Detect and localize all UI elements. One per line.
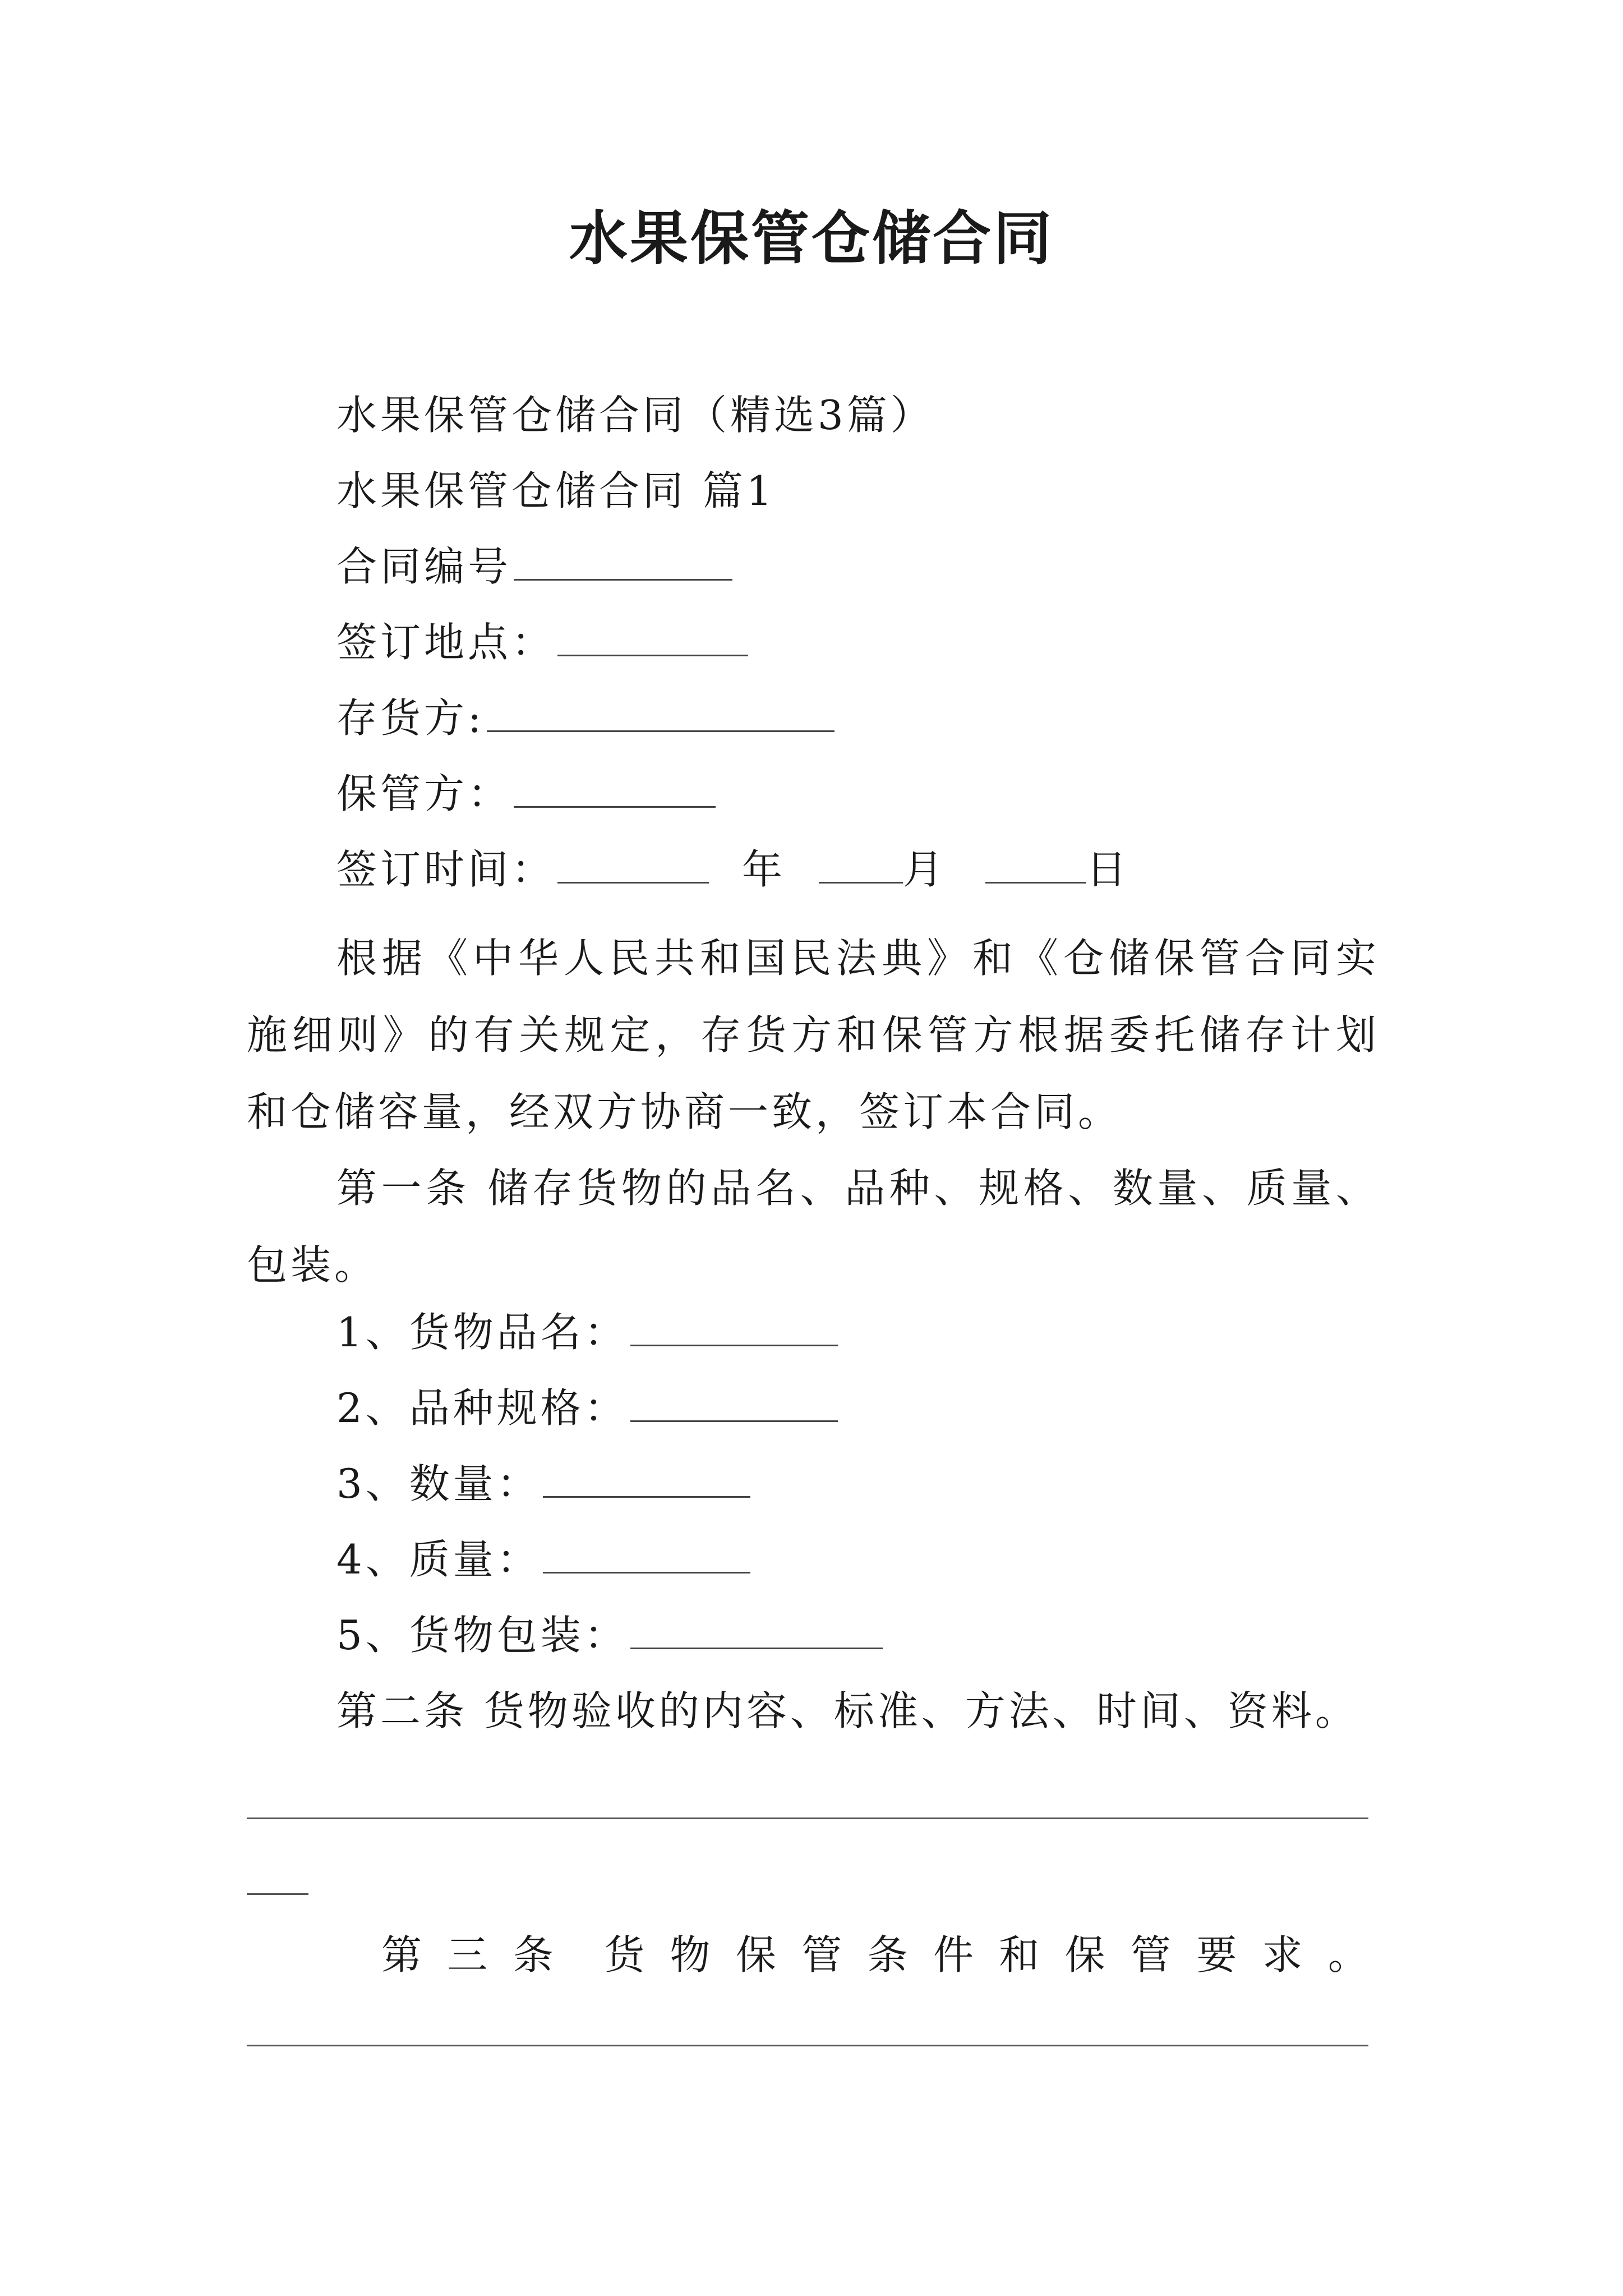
article-three-char: 要 xyxy=(1196,1931,1237,1978)
sign-time-label: 签订时间： xyxy=(336,846,556,893)
item-four-row xyxy=(336,1531,750,1588)
article-three-char: 保 xyxy=(735,1931,776,1978)
section-heading: 水果保管仓储合同 篇1 xyxy=(336,467,776,514)
sign-place-blank[interactable] xyxy=(557,620,748,656)
article-three-char: 和 xyxy=(999,1931,1040,1978)
year-blank[interactable] xyxy=(557,847,709,884)
article-three-rule xyxy=(247,2045,1368,2046)
contract-number-blank[interactable] xyxy=(514,544,732,581)
intro-paragraph: 根据《中华人民共和国民法典》和《仓储保管合同实施细则》的有关规定，存货方和保管方根据委托储存计划和仓储容量，经双方协商一致，签订本合同。 xyxy=(247,935,1380,1135)
month-label: 月 xyxy=(902,846,947,893)
custodian-row xyxy=(336,766,716,822)
year-label: 年 xyxy=(741,846,786,893)
article-three-char: 。 xyxy=(1327,1931,1368,1978)
day-blank[interactable] xyxy=(985,847,1086,884)
sign-time-row xyxy=(336,841,1130,898)
article-three-char: 管 xyxy=(1130,1931,1171,1978)
item-three-row xyxy=(336,1456,750,1512)
contract-number-row xyxy=(336,539,732,595)
depositor-blank[interactable] xyxy=(487,696,834,732)
article-three-char: 物 xyxy=(670,1931,711,1978)
item-five-row xyxy=(336,1607,883,1663)
sign-place-row xyxy=(336,614,748,670)
item-one-blank[interactable] xyxy=(630,1310,838,1346)
article-two-rule xyxy=(247,1818,1368,1819)
article-one: 第一条 储存货物的品名、品种、规格、数量、质量、包装。 xyxy=(247,1165,1380,1289)
item-four-label: 4、质量： xyxy=(336,1536,541,1583)
item-three-blank[interactable] xyxy=(543,1461,750,1498)
custodian-label: 保管方： xyxy=(336,770,512,817)
article-three xyxy=(381,1927,1368,1983)
item-two-blank[interactable] xyxy=(630,1386,838,1422)
article-three-char: 第 xyxy=(381,1931,422,1978)
article-two: 第二条 货物验收的内容、标准、方法、时间、资料。 xyxy=(336,1687,1359,1734)
day-label: 日 xyxy=(1086,846,1130,893)
article-three-char: 三 xyxy=(447,1931,488,1978)
article-three-char: 条 xyxy=(513,1931,554,1978)
month-blank[interactable] xyxy=(819,847,903,884)
item-four-blank[interactable] xyxy=(543,1537,750,1573)
item-five-blank[interactable] xyxy=(630,1613,883,1649)
document-subtitle: 水果保管仓储合同（精选3篇） xyxy=(336,392,934,439)
article-three-char: 保 xyxy=(1064,1931,1105,1978)
item-two-row xyxy=(336,1380,838,1436)
item-one-label: 1、货物品名： xyxy=(336,1309,628,1356)
article-three-char: 管 xyxy=(801,1931,842,1978)
depositor-row xyxy=(336,690,834,746)
item-two-label: 2、品种规格： xyxy=(336,1384,628,1432)
article-three-char: 求 xyxy=(1262,1931,1303,1978)
item-three-label: 3、数量： xyxy=(336,1460,541,1507)
article-three-char: 件 xyxy=(933,1931,974,1978)
contract-number-label: 合同编号 xyxy=(336,543,512,590)
custodian-blank[interactable] xyxy=(514,771,716,808)
article-three-char: 条 xyxy=(867,1931,908,1978)
item-one-row xyxy=(336,1304,838,1360)
article-three-char: 货 xyxy=(604,1931,645,1978)
sign-place-label: 签订地点： xyxy=(336,619,556,666)
document-title: 水果保管仓储合同 xyxy=(569,204,1054,273)
item-five-label: 5、货物包装： xyxy=(336,1612,628,1659)
depositor-label: 存货方: xyxy=(336,694,485,742)
article-two-rule-end xyxy=(247,1893,308,1895)
